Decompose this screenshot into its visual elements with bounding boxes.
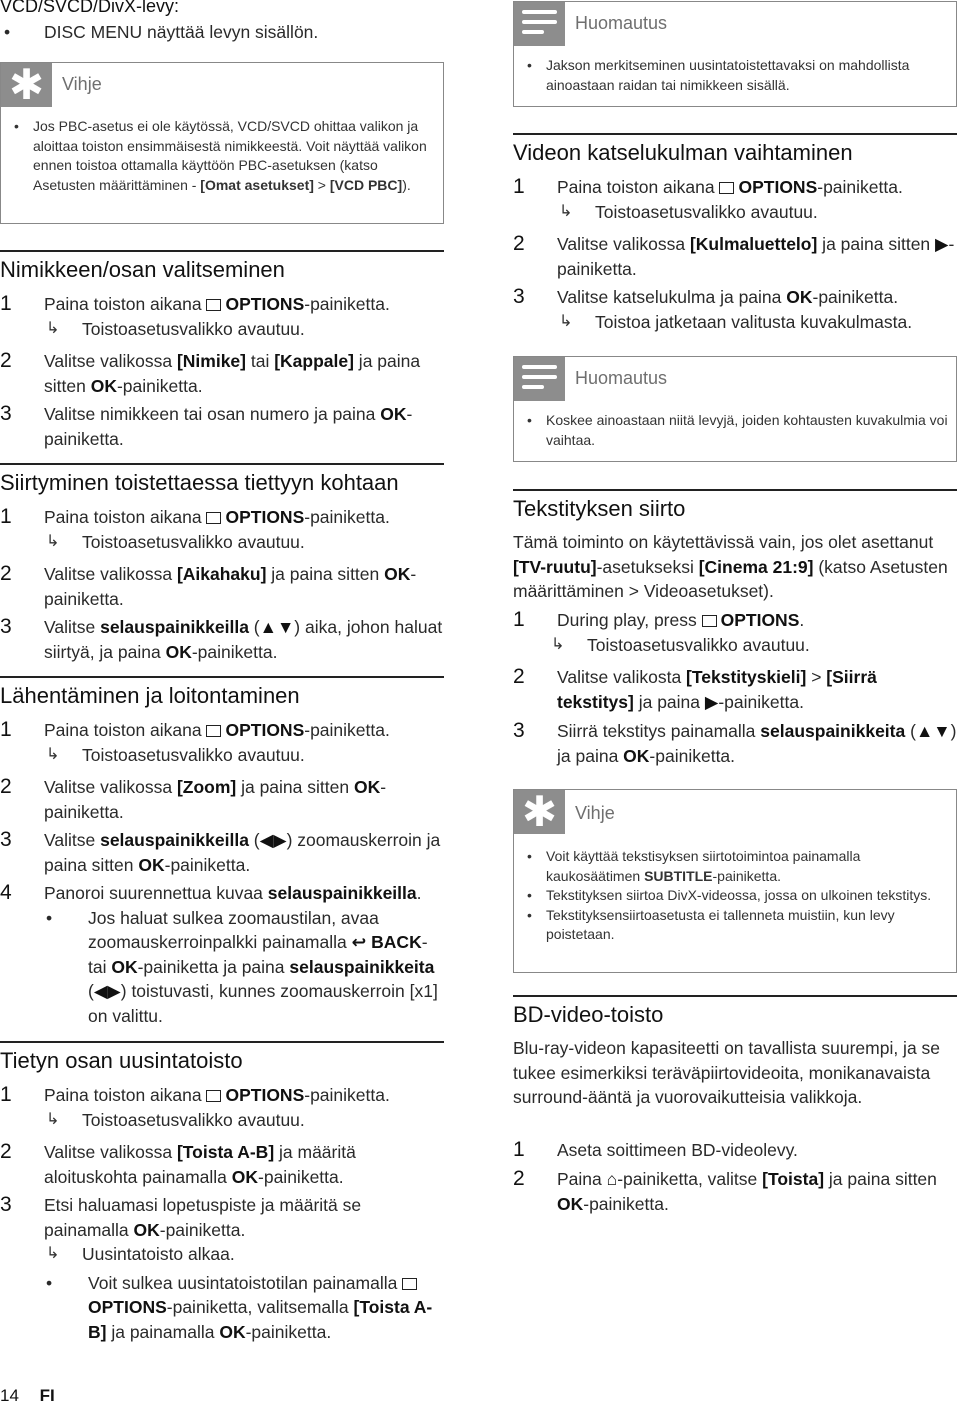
step: 3 Valitse selauspainikkeilla (◀▶) zoomauskerroin ja paina sitten OK-painiketta. (0, 828, 441, 875)
step: 1 Aseta soittimeen BD-videolevy. (513, 1138, 798, 1161)
step: 2 Valitse valikossa [Zoom] ja paina sitten OK-painiketta. (0, 775, 387, 822)
step: 2 Valitse valikossa [Aikahaku] ja paina sitten OK-painiketta. (0, 562, 417, 609)
step: 1 Paina toiston aikana OPTIONS-painiketta. ↳ Toistoasetusvalikko avautuu. (0, 718, 444, 767)
tip-item: • Jos PBC-asetus ei ole käytössä, VCD/SVCD ohittaa valikon ja aloittaa toiston ensimmäisestä nimikkeestä. Voit näyttää valikon ennen toistoa ottamalla käyttöön PBC-asetuksen (katso Asetusten määrittäminen - [Omat asetukset] > [VCD PBC]). (14, 118, 427, 193)
result-arrow-icon: ↳ (551, 635, 565, 653)
asterisk-icon: ✱ (514, 790, 565, 834)
options-icon (206, 725, 221, 737)
asterisk-icon: ✱ (1, 63, 52, 107)
note-item: • Jakson merkitseminen uusintatoistettavaksi on mahdollista ainoastaan raidan tai nimikkeen sisällä. (527, 57, 910, 93)
options-icon (702, 615, 717, 627)
result-arrow-icon: ↳ (559, 312, 573, 330)
disc-menu-bullet: • DISC MENU näyttää levyn sisällön. (4, 22, 319, 42)
note-label: Huomautus (575, 368, 668, 388)
right-arrow-icon: ▶ (704, 691, 719, 712)
options-icon (719, 182, 734, 194)
step: 2 Valitse valikossa [Toista A-B] ja määritä aloituskohta painamalla OK-painiketta. (0, 1140, 356, 1187)
step: 3 Valitse katselukulma ja paina OK-painiketta. ↳ Toistoa jatketaan valitusta kuvakulmasta. (513, 285, 957, 334)
step: 3 Etsi haluamasi lopetuspiste ja määritä se painamalla OK-painiketta. ↳ Uusintatoisto alkaa. • Voit sulkea uusintatoistotilan painamalla OPTIONS-painiketta, valitsemalla [Toista A-B] ja painamalla OK-painiketta. (0, 1193, 433, 1342)
right-arrow-icon: ▶ (935, 234, 949, 254)
step: 1 Paina toiston aikana OPTIONS-painiketta. ↳ Toistoasetusvalikko avautuu. (0, 1083, 444, 1132)
section-title: Lähentäminen ja loitontaminen (0, 683, 300, 708)
page-number: 14 (0, 1386, 19, 1405)
home-icon: ⌂ (606, 1169, 618, 1189)
step: 3 Siirrä tekstitys painamalla selauspainikkeita (▲▼) ja paina OK-painiketta. (513, 719, 957, 766)
section-title: Tekstityksen siirto (513, 496, 686, 521)
step: 1 Paina toiston aikana OPTIONS-painiketta. ↳ Toistoasetusvalikko avautuu. (513, 175, 957, 224)
vcd-heading: VCD/SVCD/DivX-levy: (0, 0, 180, 16)
note-box (513, 1, 957, 107)
note-item: • Koskee ainoastaan niitä levyjä, joiden kohtausten kuvakulmia voi vaihtaa. (527, 412, 948, 448)
section-title: Tietyn osan uusintatoisto (0, 1048, 243, 1073)
step: 2 Valitse valikossa [Nimike] tai [Kappale] ja paina sitten OK-painiketta. (0, 349, 421, 396)
note-box (513, 356, 957, 462)
result-arrow-icon: ↳ (46, 532, 60, 550)
note-icon (514, 357, 565, 401)
section-title: Nimikkeen/osan valitseminen (0, 257, 285, 282)
step: 2 Paina ⌂-painiketta, valitse [Toista] ja paina sitten OK-painiketta. (513, 1167, 937, 1214)
tip-item: • Tekstityksensiirtoasetusta ei tallenneta muistiin, kun levy poistetaan. (527, 906, 895, 943)
note-icon (514, 2, 565, 46)
section-title: Videon katselukulman vaihtaminen (513, 140, 853, 165)
step: 3 Valitse selauspainikkeilla (▲▼) aika, johon haluat siirtyä, ja paina OK-painiketta. (0, 615, 443, 662)
result-arrow-icon: ↳ (46, 319, 60, 337)
tip-box (513, 789, 957, 973)
tip-label: Vihje (575, 803, 615, 823)
result-arrow-icon: ↳ (559, 202, 573, 220)
back-icon: ↩ (351, 932, 367, 952)
section-title: BD-video-toisto (513, 1002, 664, 1027)
result-arrow-icon: ↳ (46, 745, 60, 763)
result-arrow-icon: ↳ (46, 1245, 60, 1262)
page-footer (0, 1386, 55, 1406)
section-intro: Tämä toiminto on käytettävissä vain, jos olet asettanut [TV-ruutu]-asetukseksi [Cinema 21:9] (katso Asetusten määrittäminen > Videoasetukset). (513, 532, 948, 601)
step: 2 Valitse valikosta [Tekstityskieli] > [Siirrä tekstitys] ja paina ▶-painiketta. (513, 665, 877, 712)
step: 1 Paina toiston aikana OPTIONS-painiketta. ↳ Toistoasetusvalikko avautuu. (0, 505, 444, 554)
options-icon (206, 1090, 221, 1102)
result-arrow-icon: ↳ (46, 1110, 60, 1128)
step: 4 Panoroi suurennettua kuvaa selauspainikkeilla. • Jos haluat sulkea zoomaustilan, avaa zoomauskerroinpalkki painamalla ↩ BACK- tai OK-painiketta ja paina selauspainikkeita (◀▶) toistuvasti, kunnes zoomauskerroin [x1] on valittu. (0, 881, 438, 1026)
note-label: Huomautus (575, 13, 668, 33)
options-icon (206, 299, 221, 311)
step: 1 During play, press OPTIONS. ↳ Toistoasetusvalikko avautuu. (513, 608, 957, 657)
step: 3 Valitse nimikkeen tai osan numero ja paina OK-painiketta. (0, 402, 413, 449)
section-title: Siirtyminen toistettaessa tiettyyn kohtaan (0, 470, 399, 495)
step: 2 Valitse valikossa [Kulmaluettelo] ja paina sitten ▶-painiketta. (513, 232, 955, 279)
options-icon (402, 1278, 417, 1290)
section-intro: Blu-ray-videon kapasiteetti on tavallista suurempi, ja se tukee esimerkiksi teräväpiirtovideoita, monikanavaista surround-ääntä ja vuorovaikutteisia valikkoja. (513, 1038, 941, 1107)
tip-box (0, 62, 444, 224)
options-icon (206, 512, 221, 524)
step: 1 Paina toiston aikana OPTIONS-painiketta. ↳ Toistoasetusvalikko avautuu. (0, 292, 444, 341)
language-code: FI (39, 1386, 55, 1405)
tip-item: • Voit käyttää tekstisyksen siirtotoimintoa painamalla kaukosäätimen SUBTITLE-painiketta. (527, 848, 861, 884)
tip-label: Vihje (62, 74, 102, 94)
tip-item: • Tekstityksen siirtoa DivX-videossa, jossa on ulkoinen tekstitys. (527, 887, 932, 904)
